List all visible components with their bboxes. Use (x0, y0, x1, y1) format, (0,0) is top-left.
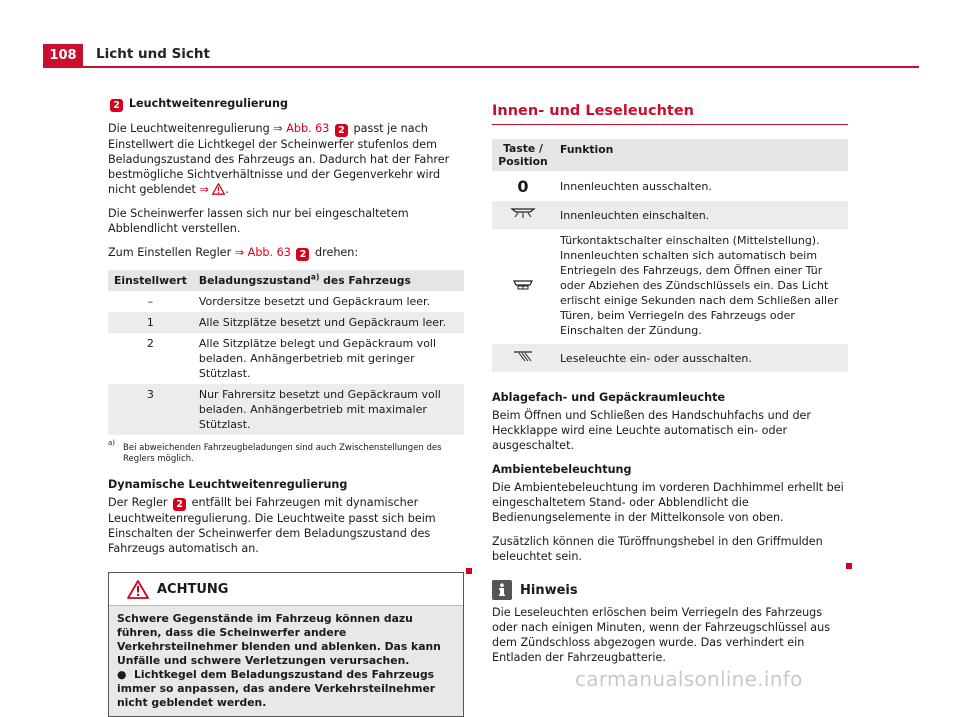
table-row: 2 Alle Sitzplätze belegt und Gepäckraum voll beladen. Anhängerbetrieb mit geringer Stützlast. (146, 337, 437, 380)
heading-dynamisch: Dynamische Leuchtweitenregulierung (108, 478, 348, 491)
door-contact-icon (512, 279, 534, 291)
paragraph-abblendlicht: Die Scheinwerfer lassen sich nur bei eingeschaltetem Abblendlicht verstellen. (108, 207, 409, 235)
end-mark (846, 563, 852, 569)
warning-body (109, 606, 463, 716)
page-number: 108 (43, 44, 83, 66)
heading-leuchtweite: 2 Leuchtweitenregulierung (108, 96, 464, 112)
end-mark (466, 568, 472, 574)
interior-light-on-icon (510, 207, 536, 219)
column-header-taste: Taste / Position (492, 139, 554, 171)
callout-badge: 2 (296, 248, 309, 261)
warning-box (108, 572, 464, 717)
warning-link-arrow[interactable]: ⇒ (199, 183, 209, 196)
table-row: Türkontaktschalter einschalten (Mittelstellung). Innenleuchten schalten sich automatisch beim Entriegeln des Fahrzeugs, dem Öffnen einer Tür oder Abziehen des Zündschlüssels ein. Das Licht erlischt einige Sekunden nach dem Schließen aller Türen, beim Verriegeln des Fahrzeugs oder Einschalten der Zündung. (492, 229, 848, 344)
table-row: – Vordersitze besetzt und Gepäckraum leer. (147, 295, 431, 308)
warning-triangle-icon (127, 580, 149, 599)
warning-text: Schwere Gegenstände im Fahrzeug können dazu führen, dass die Scheinwerfer andere Verkehrsteilnehmer blenden und ablenken. Das kann Unfälle und schwere Verletzungen verursachen. (117, 612, 441, 667)
table-row: 0 Innenleuchten ausschalten. (492, 171, 848, 201)
heading-ambiente: Ambientebeleuchtung (492, 463, 632, 476)
right-column (492, 96, 848, 674)
hint-text: Die Leseleuchten erlöschen beim Verriegeln des Fahrzeugs oder nach einigen Minuten, wenn der Fahrzeugschlüssel aus dem Zündschloss abgezogen wurde. Das verhindert ein Entladen der Fahrzeugbatterie. (492, 606, 831, 664)
left-column (108, 96, 464, 717)
warning-title: ACHTUNG (157, 582, 229, 597)
callout-badge: 2 (173, 498, 186, 511)
figure-link[interactable]: ⇒ Abb. 63 (273, 122, 330, 135)
paragraph-dynamisch: Der Regler 2 entfällt bei Fahrzeugen mit dynamischer Leuchtweitenregulierung. Die Leuchtweite passt sich beim Einschalten der Scheinwerfer dem Beladungszustand des Fahrzeugs automatisch an. (108, 496, 436, 555)
function-table (492, 139, 848, 372)
reading-light-icon (512, 349, 534, 363)
column-header-einstellwert: Einstellwert (108, 270, 193, 291)
info-icon (492, 580, 512, 600)
settings-table (108, 270, 464, 435)
callout-badge: 2 (335, 124, 348, 137)
warning-header (109, 573, 463, 606)
hint-header (492, 580, 848, 600)
figure-link[interactable]: ⇒ Abb. 63 (234, 246, 291, 259)
column-header-beladung: Beladungszustand$^{a)}$ des Fahrzeugs (193, 270, 464, 291)
paragraph-leuchtweite: Die Leuchtweitenregulierung ⇒ Abb. 63 2 passt je nach Einstellwert die Lichtkegel der Scheinwerfer stufenlos dem Beladungszustand des Fahrzeugs an. Dadurch hat der Fahrer bestmögliche Sichtverhältnisse und der Gegenverkehr wird nicht geblendet ⇒ . (108, 122, 450, 196)
watermark: carmanualsonline.info (575, 667, 803, 691)
column-header-funktion: Funktion (554, 139, 848, 171)
callout-badge: 2 (110, 99, 123, 112)
table-row: 3 Nur Fahrersitz besetzt und Gepäckraum voll beladen. Anhängerbetrieb mit maximaler Stützlast. (108, 384, 464, 435)
hint-title: Hinweis (520, 582, 578, 598)
footnote: a) Bei abweichenden Fahrzeugbeladungen sind auch Zwischenstellungen des Reglers möglich. (108, 439, 442, 464)
paragraph-einstellen: Zum Einstellen Regler ⇒ Abb. 63 2 drehen: (108, 246, 359, 260)
chapter-title: Licht und Sicht (96, 46, 210, 62)
header-rule (43, 66, 919, 68)
paragraph-tueroeffner: Zusätzlich können die Türöffnungshebel in den Griffmulden beleuchtet sein. (492, 535, 823, 563)
paragraph-ambiente: Die Ambientebeleuchtung im vorderen Dachhimmel erhellt bei eingeschaltetem Stand- oder Abblendlicht die Bedienungselemente in der Mittelkonsole von oben. (492, 481, 844, 524)
warning-triangle-icon[interactable] (212, 183, 225, 195)
paragraph-ablagefach: Beim Öffnen und Schließen des Handschuhfachs und der Heckklappe wird eine Leuchte automatisch ein- oder ausgeschaltet. (492, 409, 812, 452)
table-row: Innenleuchten einschalten. (492, 201, 848, 229)
heading-ablagefach: Ablagefach- und Gepäckraumleuchte (492, 391, 726, 404)
off-position-icon: 0 (517, 176, 529, 196)
warning-bullet-item: ● Lichtkegel dem Beladungszustand des Fahrzeugs immer so anpassen, das andere Verkehrsteilnehmer nicht geblendet werden. (117, 668, 436, 709)
table-row: 1 Alle Sitzplätze besetzt und Gepäckraum leer. (108, 312, 464, 333)
table-row: Leseleuchte ein- oder ausschalten. (492, 344, 848, 372)
section-title: Innen- und Leseleuchten (492, 104, 848, 125)
